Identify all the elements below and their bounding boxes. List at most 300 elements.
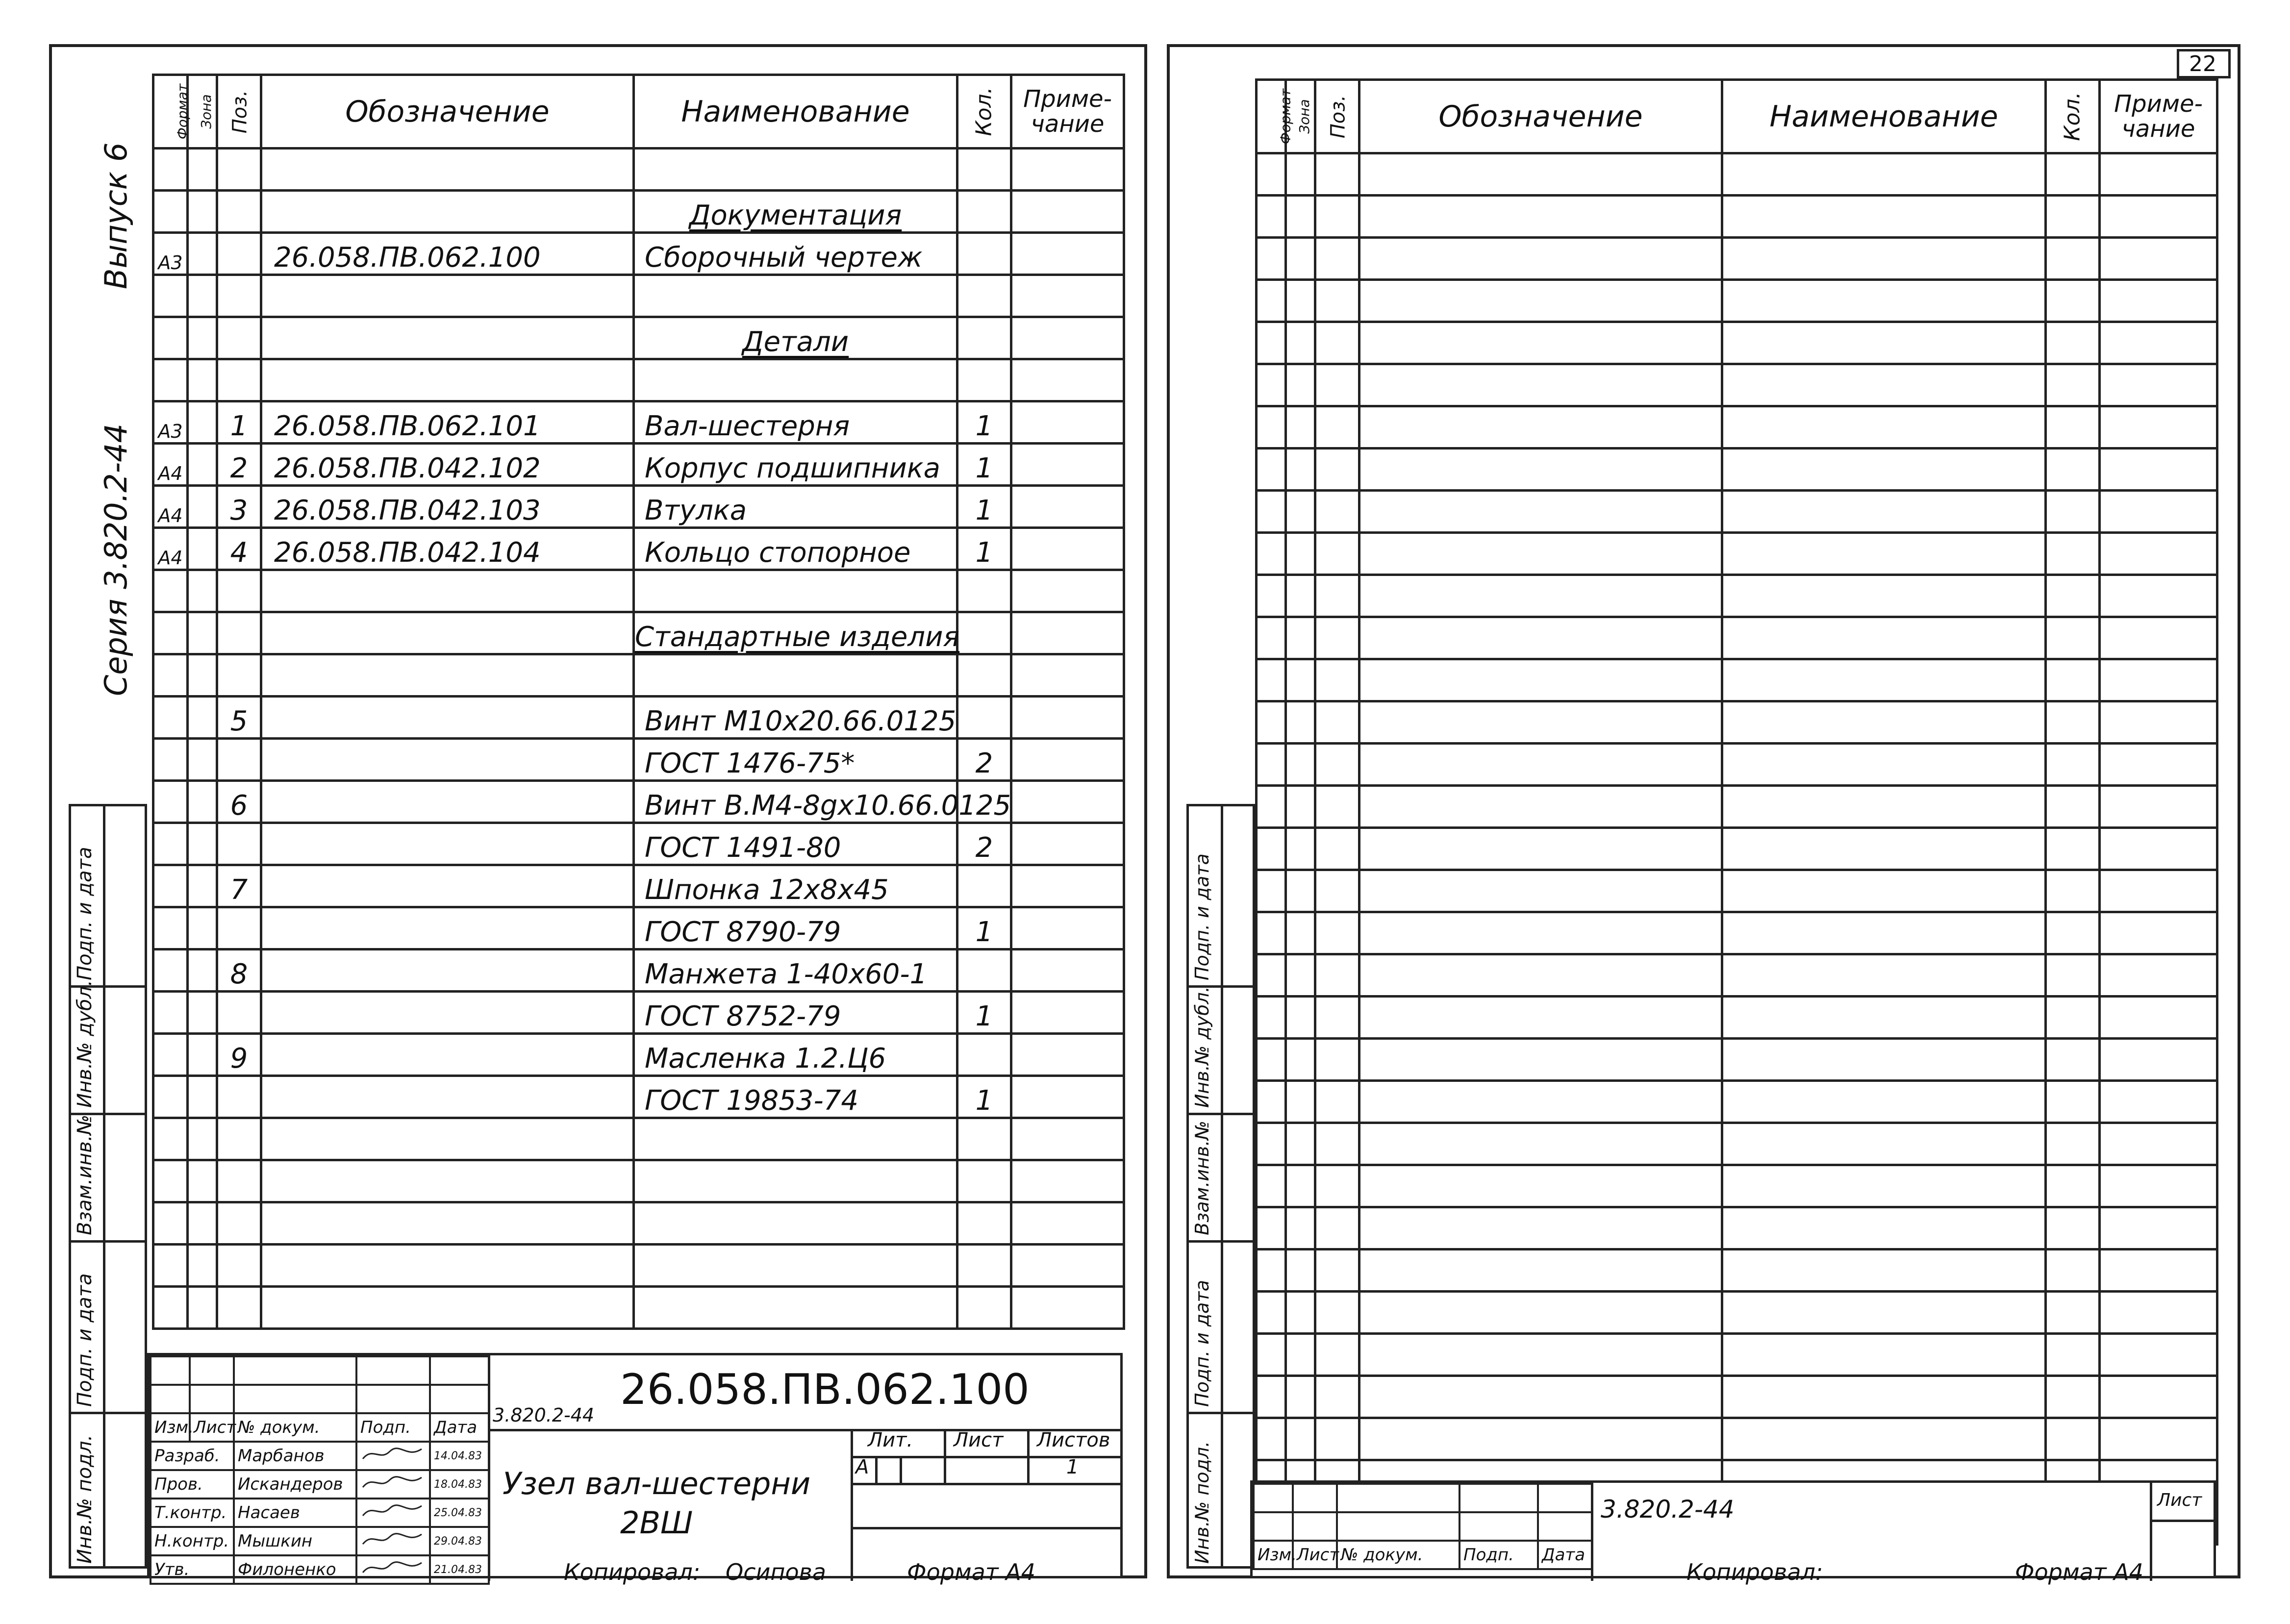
format-cell: А4 — [153, 528, 188, 570]
empty-row — [1257, 701, 2217, 744]
signer-role: Н.контр. — [151, 1527, 234, 1555]
designation-cell — [261, 275, 634, 317]
table-row — [153, 1034, 1124, 1076]
name-cell — [634, 570, 957, 612]
header-zone: Зона — [188, 75, 217, 149]
zone-cell — [188, 401, 217, 444]
signer-name: Филоненко — [234, 1555, 356, 1584]
table-row — [153, 823, 1124, 865]
r-header-note: Приме- чание — [2100, 80, 2217, 153]
pos-cell: 5 — [217, 697, 261, 739]
series-reference: 3.820.2-44 — [493, 1404, 595, 1426]
format-cell — [153, 359, 188, 401]
pos-cell — [217, 149, 261, 191]
qty-cell: 1 — [957, 1076, 1011, 1118]
designation-cell — [261, 739, 634, 781]
spec-header-row — [153, 75, 1124, 149]
signer-name: Насаев — [234, 1499, 356, 1527]
empty-row — [1257, 997, 2217, 1039]
zone-cell — [188, 823, 217, 865]
series-label: Серия 3.820.2-44 — [98, 423, 134, 696]
signer-row — [151, 1527, 489, 1555]
signer-row — [151, 1555, 489, 1584]
pos-cell — [217, 317, 261, 359]
pos-cell — [217, 275, 261, 317]
zone-cell — [188, 612, 217, 654]
name-cell: ГОСТ 1476-75* — [634, 739, 957, 781]
designation-cell — [261, 570, 634, 612]
name-cell: Шпонка 12х8х45 — [634, 865, 957, 907]
empty-row — [1257, 575, 2217, 617]
pos-cell: 1 — [217, 401, 261, 444]
name-cell: ГОСТ 8790-79 — [634, 907, 957, 949]
r-col-sheet: Лист — [1293, 1541, 1337, 1569]
designation-cell: 26.058.ПВ.042.102 — [261, 444, 634, 486]
pos-cell: 6 — [217, 781, 261, 823]
note-cell — [1011, 739, 1124, 781]
note-cell — [1011, 949, 1124, 992]
section-heading: Стандартные изделия — [634, 612, 957, 654]
name-cell: Сборочный чертеж — [634, 233, 957, 275]
pos-cell — [217, 654, 261, 697]
signer-date: 18.04.83 — [430, 1470, 489, 1499]
table-row — [153, 992, 1124, 1034]
designation-cell — [261, 317, 634, 359]
zone-cell — [188, 191, 217, 233]
empty-row — [1257, 786, 2217, 828]
right-specification-table — [1255, 78, 2218, 1546]
r-header-designation: Обозначение — [1359, 80, 1722, 153]
zone-cell — [188, 781, 217, 823]
assembly-code: 2ВШ — [620, 1505, 693, 1541]
signer-role: Т.контр. — [151, 1499, 234, 1527]
table-row — [153, 191, 1124, 233]
r-header-qty: Кол. — [2046, 80, 2100, 153]
empty-row — [1257, 1039, 2217, 1081]
signature — [356, 1555, 430, 1584]
name-cell: Манжета 1-40х60-1 — [634, 949, 957, 992]
copied-label-right: Копировал: — [1686, 1559, 1823, 1585]
table-row — [153, 654, 1124, 697]
r-stamp-sign-date-1: Подп. и дата — [1191, 853, 1213, 980]
name-cell: Винт В.М4-8gх10.66.0125 — [634, 781, 957, 823]
page-number-box — [2177, 49, 2231, 78]
col-change: Изм. — [151, 1413, 190, 1442]
zone-cell — [188, 907, 217, 949]
qty-cell: 1 — [957, 528, 1011, 570]
format-cell — [153, 992, 188, 1034]
signer-name: Марбанов — [234, 1442, 356, 1470]
format-cell — [153, 570, 188, 612]
note-cell — [1011, 233, 1124, 275]
qty-cell: 2 — [957, 739, 1011, 781]
r-col-doc: № докум. — [1337, 1541, 1460, 1569]
note-cell — [1011, 1034, 1124, 1076]
pos-cell — [217, 191, 261, 233]
empty-row — [1257, 1376, 2217, 1418]
empty-row — [153, 1118, 1124, 1160]
name-cell — [634, 149, 957, 191]
qty-cell — [957, 317, 1011, 359]
designation-cell: 26.058.ПВ.062.101 — [261, 401, 634, 444]
format-cell — [153, 191, 188, 233]
right-sheet-label: Лист — [2157, 1490, 2202, 1510]
header-note: Приме- чание — [1011, 75, 1124, 149]
qty-cell — [957, 191, 1011, 233]
name-cell: Масленка 1.2.Ц6 — [634, 1034, 957, 1076]
qty-cell: 2 — [957, 823, 1011, 865]
section-heading: Документация — [634, 191, 957, 233]
signature — [356, 1527, 430, 1555]
pos-cell — [217, 612, 261, 654]
table-row — [153, 781, 1124, 823]
table-row — [153, 907, 1124, 949]
document-number: 26.058.ПВ.062.100 — [620, 1365, 1030, 1414]
zone-cell — [188, 317, 217, 359]
zone-cell — [188, 486, 217, 528]
signer-name: Мышкин — [234, 1527, 356, 1555]
empty-row — [1257, 1418, 2217, 1460]
lit-label: Лит. — [868, 1429, 913, 1451]
zone-cell — [188, 528, 217, 570]
note-cell — [1011, 486, 1124, 528]
qty-cell — [957, 570, 1011, 612]
designation-cell — [261, 907, 634, 949]
format-cell: А3 — [153, 401, 188, 444]
qty-cell — [957, 612, 1011, 654]
zone-cell — [188, 359, 217, 401]
note-cell — [1011, 401, 1124, 444]
signer-role: Пров. — [151, 1470, 234, 1499]
pos-cell — [217, 992, 261, 1034]
format-right: Формат А4 — [2015, 1559, 2143, 1585]
empty-row — [1257, 617, 2217, 659]
signer-date: 14.04.83 — [430, 1442, 489, 1470]
zone-cell — [188, 275, 217, 317]
format-cell — [153, 317, 188, 359]
specification-table — [152, 74, 1125, 1330]
table-row — [153, 697, 1124, 739]
sheets-value: 1 — [1066, 1456, 1079, 1478]
stamp-sign-date-1: Подп. и дата — [74, 847, 96, 980]
name-cell: Винт М10х20.66.0125 — [634, 697, 957, 739]
empty-row — [1257, 238, 2217, 280]
zone-cell — [188, 233, 217, 275]
right-series-reference: 3.820.2-44 — [1601, 1495, 1735, 1524]
table-row — [153, 528, 1124, 570]
zone-cell — [188, 992, 217, 1034]
copier-name: Осипова — [726, 1559, 826, 1585]
r-header-zone: Зона — [1286, 80, 1315, 153]
table-row — [153, 949, 1124, 992]
stamp-dupl-inv: Инв.№ дубл. — [74, 980, 96, 1108]
r-header-pos: Поз. — [1315, 80, 1359, 153]
name-cell: Кольцо стопорное — [634, 528, 957, 570]
table-row — [153, 1076, 1124, 1118]
r-stamp-orig-inv: Инв.№ подл. — [1191, 1441, 1213, 1564]
format-cell — [153, 654, 188, 697]
r-header-name: Наименование — [1722, 80, 2046, 153]
qty-cell — [957, 697, 1011, 739]
designation-cell: 26.058.ПВ.042.104 — [261, 528, 634, 570]
name-cell: ГОСТ 8752-79 — [634, 992, 957, 1034]
empty-row — [1257, 1081, 2217, 1123]
table-row — [153, 359, 1124, 401]
sheet-label: Лист — [954, 1429, 1004, 1451]
zone-cell — [188, 149, 217, 191]
table-row — [153, 486, 1124, 528]
pos-cell: 2 — [217, 444, 261, 486]
empty-row — [1257, 406, 2217, 449]
empty-row — [1257, 322, 2217, 364]
designation-cell — [261, 823, 634, 865]
empty-row — [1257, 1207, 2217, 1249]
copied-label-left: Копировал: — [564, 1559, 701, 1585]
table-row — [153, 233, 1124, 275]
signature-icon — [360, 1501, 424, 1521]
signature-icon — [360, 1558, 424, 1577]
format-cell — [153, 697, 188, 739]
signature-icon — [360, 1529, 424, 1549]
note-cell — [1011, 823, 1124, 865]
header-format: Формат — [153, 75, 188, 149]
col-doc: № докум. — [234, 1413, 356, 1442]
format-left: Формат А4 — [907, 1559, 1035, 1585]
col-sheet: Лист — [190, 1413, 234, 1442]
note-cell — [1011, 570, 1124, 612]
table-row — [153, 570, 1124, 612]
empty-row — [1257, 954, 2217, 997]
signature — [356, 1470, 430, 1499]
format-cell — [153, 907, 188, 949]
empty-row — [1257, 828, 2217, 870]
r-col-date: Дата — [1538, 1541, 1592, 1569]
zone-cell — [188, 1076, 217, 1118]
pos-cell: 8 — [217, 949, 261, 992]
designation-cell — [261, 781, 634, 823]
name-cell: ГОСТ 19853-74 — [634, 1076, 957, 1118]
pos-cell: 4 — [217, 528, 261, 570]
section-heading: Детали — [634, 317, 957, 359]
name-cell — [634, 275, 957, 317]
note-cell — [1011, 528, 1124, 570]
pos-cell: 9 — [217, 1034, 261, 1076]
note-cell — [1011, 992, 1124, 1034]
zone-cell — [188, 654, 217, 697]
pos-cell: 3 — [217, 486, 261, 528]
empty-row — [1257, 1165, 2217, 1207]
note-cell — [1011, 697, 1124, 739]
empty-row — [1257, 912, 2217, 954]
table-row — [153, 444, 1124, 486]
pos-cell — [217, 359, 261, 401]
designation-cell — [261, 149, 634, 191]
stamp-orig-inv: Инв.№ подл. — [74, 1434, 96, 1564]
pos-cell — [217, 823, 261, 865]
name-cell: Втулка — [634, 486, 957, 528]
designation-cell — [261, 359, 634, 401]
r-stamp-dupl-inv: Инв.№ дубл. — [1191, 986, 1213, 1108]
empty-row — [1257, 153, 2217, 196]
empty-row — [153, 1160, 1124, 1202]
format-cell — [153, 612, 188, 654]
pos-cell — [217, 907, 261, 949]
empty-row — [153, 1245, 1124, 1287]
name-cell — [634, 359, 957, 401]
empty-row — [1257, 870, 2217, 912]
pos-cell — [217, 739, 261, 781]
name-cell: Корпус подшипника — [634, 444, 957, 486]
empty-row — [1257, 449, 2217, 491]
note-cell — [1011, 612, 1124, 654]
empty-row — [1257, 1334, 2217, 1376]
empty-row — [153, 1202, 1124, 1245]
zone-cell — [188, 444, 217, 486]
assembly-title: Узел вал-шестерни — [503, 1466, 811, 1501]
r-col-change: Изм. — [1254, 1541, 1293, 1569]
note-cell — [1011, 275, 1124, 317]
designation-cell — [261, 949, 634, 992]
format-cell: А4 — [153, 486, 188, 528]
designation-cell — [261, 1076, 634, 1118]
pos-cell — [217, 1076, 261, 1118]
r-col-sign: Подп. — [1460, 1541, 1538, 1569]
format-cell — [153, 149, 188, 191]
r-header-format: Формат — [1257, 80, 1286, 153]
qty-cell — [957, 654, 1011, 697]
qty-cell: 1 — [957, 486, 1011, 528]
qty-cell — [957, 233, 1011, 275]
r-stamp-replace-inv: Взам.инв.№ — [1191, 1121, 1213, 1235]
designation-cell — [261, 191, 634, 233]
qty-cell — [957, 949, 1011, 992]
note-cell — [1011, 1076, 1124, 1118]
pos-cell — [217, 233, 261, 275]
zone-cell — [188, 697, 217, 739]
sheets-label: Листов — [1037, 1429, 1110, 1451]
qty-cell — [957, 149, 1011, 191]
format-cell — [153, 275, 188, 317]
table-row — [153, 739, 1124, 781]
lit-value: А — [856, 1456, 869, 1478]
qty-cell — [957, 359, 1011, 401]
signer-name: Искандеров — [234, 1470, 356, 1499]
format-cell — [153, 781, 188, 823]
note-cell — [1011, 191, 1124, 233]
signer-role: Утв. — [151, 1555, 234, 1584]
zone-cell — [188, 739, 217, 781]
format-cell — [153, 739, 188, 781]
note-cell — [1011, 781, 1124, 823]
empty-row — [1257, 364, 2217, 406]
table-row — [153, 612, 1124, 654]
format-cell — [153, 1034, 188, 1076]
designation-cell: 26.058.ПВ.042.103 — [261, 486, 634, 528]
col-sign: Подп. — [356, 1413, 430, 1442]
header-designation: Обозначение — [261, 75, 634, 149]
title-block — [147, 1353, 1123, 1578]
empty-row — [1257, 196, 2217, 238]
note-cell — [1011, 149, 1124, 191]
format-cell — [153, 823, 188, 865]
table-row — [153, 401, 1124, 444]
designation-cell — [261, 992, 634, 1034]
signature-icon — [360, 1473, 424, 1492]
format-cell: А3 — [153, 233, 188, 275]
empty-row — [1257, 744, 2217, 786]
table-row — [153, 149, 1124, 191]
designation-cell: 26.058.ПВ.062.100 — [261, 233, 634, 275]
zone-cell — [188, 1034, 217, 1076]
signer-date: 25.04.83 — [430, 1499, 489, 1527]
qty-cell: 1 — [957, 444, 1011, 486]
signature — [356, 1442, 430, 1470]
note-cell — [1011, 444, 1124, 486]
stamp-sign-date-2: Подп. и дата — [74, 1273, 96, 1407]
designation-cell — [261, 697, 634, 739]
name-cell: ГОСТ 1491-80 — [634, 823, 957, 865]
qty-cell — [957, 1034, 1011, 1076]
right-header-row — [1257, 80, 2217, 153]
designation-cell — [261, 865, 634, 907]
pos-cell: 7 — [217, 865, 261, 907]
header-pos: Поз. — [217, 75, 261, 149]
page-number: 22 — [2189, 51, 2216, 76]
signer-date: 21.04.83 — [430, 1555, 489, 1584]
name-cell — [634, 654, 957, 697]
stamp-replace-inv: Взам.инв.№ — [74, 1114, 96, 1235]
header-qty: Кол. — [957, 75, 1011, 149]
note-cell — [1011, 907, 1124, 949]
qty-cell — [957, 275, 1011, 317]
signer-role: Разраб. — [151, 1442, 234, 1470]
signer-date: 29.04.83 — [430, 1527, 489, 1555]
empty-row — [153, 1287, 1124, 1329]
format-cell — [153, 1076, 188, 1118]
empty-row — [1257, 491, 2217, 533]
signature — [356, 1499, 430, 1527]
qty-cell: 1 — [957, 907, 1011, 949]
table-row — [153, 275, 1124, 317]
note-cell — [1011, 865, 1124, 907]
zone-cell — [188, 865, 217, 907]
designation-cell — [261, 654, 634, 697]
signer-row — [151, 1499, 489, 1527]
format-cell — [153, 865, 188, 907]
table-row — [153, 317, 1124, 359]
note-cell — [1011, 317, 1124, 359]
designation-cell — [261, 1034, 634, 1076]
designation-cell — [261, 612, 634, 654]
r-stamp-sign-date-2: Подп. и дата — [1191, 1280, 1213, 1407]
issue-label: Выпуск 6 — [98, 142, 134, 289]
empty-row — [1257, 1249, 2217, 1292]
zone-cell — [188, 570, 217, 612]
header-name: Наименование — [634, 75, 957, 149]
note-cell — [1011, 654, 1124, 697]
table-row — [153, 865, 1124, 907]
pos-cell — [217, 570, 261, 612]
signature-icon — [360, 1444, 424, 1464]
note-cell — [1011, 359, 1124, 401]
empty-row — [1257, 533, 2217, 575]
qty-cell: 1 — [957, 992, 1011, 1034]
empty-row — [1257, 1292, 2217, 1334]
qty-cell — [957, 865, 1011, 907]
format-cell: А4 — [153, 444, 188, 486]
name-cell: Вал-шестерня — [634, 401, 957, 444]
format-cell — [153, 949, 188, 992]
